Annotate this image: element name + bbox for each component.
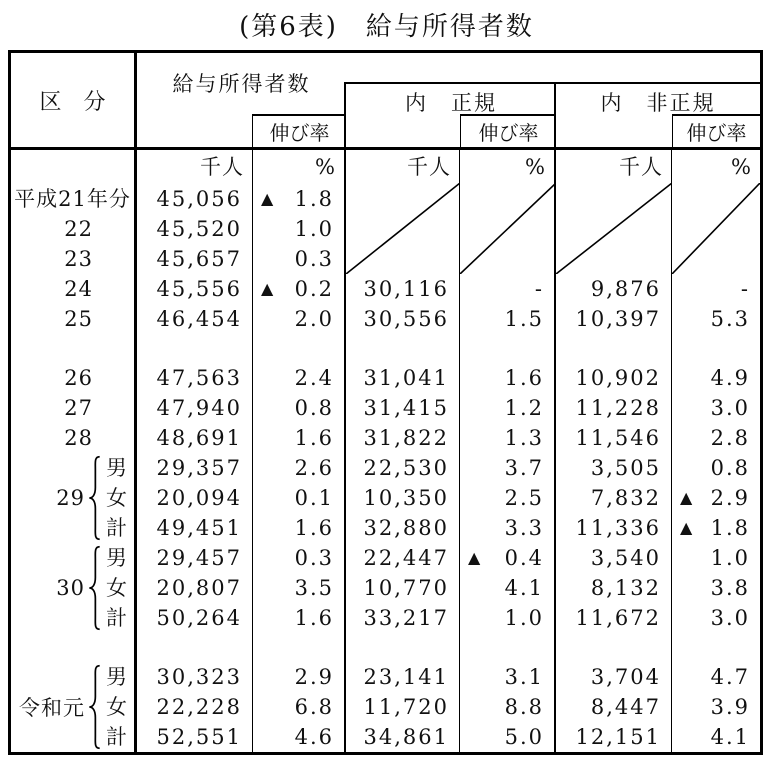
cell-nonregular — [556, 184, 672, 214]
table-header — [11, 53, 760, 150]
header-growth-regular: 伸び率 — [460, 114, 556, 147]
cell-total — [137, 692, 253, 722]
cell-total — [137, 573, 253, 603]
cell-value: 23,141 — [363, 665, 449, 689]
cell-value: 2.9 — [710, 486, 750, 510]
cell-value: 12,151 — [575, 725, 661, 749]
cell-value: 31,041 — [363, 366, 449, 390]
cell-value: 1.8 — [710, 516, 750, 540]
cell-regular-growth — [460, 453, 556, 483]
negative-triangle-icon: ▲ — [468, 548, 481, 567]
spacer-cell — [253, 334, 346, 363]
row-label-cell — [11, 244, 137, 274]
cell-nonregular — [556, 423, 672, 453]
row-label-cell — [11, 274, 137, 304]
cell-nonregular — [556, 603, 672, 633]
cell-total-growth — [253, 662, 346, 692]
cell-nonregular-growth — [672, 150, 760, 184]
header-growth-nonregular: 伸び率 — [672, 114, 760, 147]
cell-total — [137, 662, 253, 692]
cell-value: 10,350 — [363, 486, 449, 510]
cell-value: 1.6 — [504, 366, 544, 390]
cell-nonregular — [556, 513, 672, 543]
cell-total-growth — [253, 214, 346, 244]
cell-regular — [346, 573, 460, 603]
header-group-regular: 内 正規 — [405, 91, 497, 115]
cell-nonregular-growth — [672, 483, 760, 513]
spacer-cell — [137, 334, 253, 363]
cell-value: 4.7 — [710, 665, 750, 689]
page-title: (第6表) 給与所得者数 — [239, 12, 534, 42]
cell-total-growth — [253, 244, 346, 274]
cell-value: 3.1 — [504, 665, 544, 689]
cell-regular — [346, 453, 460, 483]
cell-regular-growth — [460, 543, 556, 573]
cell-regular-growth — [460, 184, 556, 214]
cell-value: 2.4 — [294, 366, 334, 390]
cell-value: 11,228 — [575, 396, 661, 420]
cell-value: 2.9 — [294, 665, 334, 689]
negative-triangle-icon: ▲ — [680, 518, 693, 537]
cell-value: 1.0 — [294, 217, 334, 241]
cell-value: 48,691 — [156, 426, 242, 450]
cell-nonregular — [556, 363, 672, 393]
cell-value: 1.2 — [504, 396, 544, 420]
cell-regular-growth — [460, 483, 556, 513]
spacer-cell — [556, 334, 672, 363]
row-member-label: 計 — [106, 606, 127, 630]
cell-value: 3.9 — [710, 695, 750, 719]
cell-regular — [346, 543, 460, 573]
row-member-label: 計 — [106, 516, 127, 540]
cell-total — [137, 603, 253, 633]
spacer-cell — [11, 633, 137, 662]
cell-regular-growth — [460, 423, 556, 453]
cell-total — [137, 363, 253, 393]
row-label-cell — [11, 363, 137, 393]
cell-total-growth — [253, 483, 346, 513]
cell-regular — [346, 244, 460, 274]
cell-nonregular-growth — [672, 274, 760, 304]
row-year-label: 26 — [64, 366, 93, 390]
cell-value: 30,323 — [156, 665, 242, 689]
cell-nonregular — [556, 214, 672, 244]
cell-nonregular-growth — [672, 363, 760, 393]
spacer-cell — [672, 334, 760, 363]
spacer-cell — [460, 334, 556, 363]
cell-value: 1.6 — [294, 516, 334, 540]
cell-nonregular — [556, 274, 672, 304]
row-member-label: 計 — [106, 725, 127, 749]
cell-nonregular-growth — [672, 214, 760, 244]
row-year-label: 25 — [64, 307, 93, 331]
cell-nonregular-growth — [672, 573, 760, 603]
cell-value: 8.8 — [504, 695, 544, 719]
row-label-cell — [11, 483, 137, 513]
cell-value: 10,397 — [575, 307, 661, 331]
row-year-label: 平成21年分 — [14, 187, 131, 211]
row-member-label: 男 — [106, 546, 127, 570]
table-row — [11, 573, 760, 603]
table-row — [11, 184, 760, 214]
cell-value: 3,704 — [590, 665, 661, 689]
cell-nonregular-growth — [672, 184, 760, 214]
group-year-label: 令和元 — [19, 696, 85, 720]
cell-regular — [346, 662, 460, 692]
cell-value: 4.1 — [710, 725, 750, 749]
row-label-cell — [11, 214, 137, 244]
header-growth-total: 伸び率 — [252, 114, 346, 147]
cell-regular — [346, 722, 460, 752]
cell-nonregular — [556, 483, 672, 513]
table-row — [11, 214, 760, 244]
cell-regular-growth — [460, 662, 556, 692]
row-label-cell — [11, 184, 137, 214]
cell-regular-growth — [460, 692, 556, 722]
cell-value: 30,556 — [363, 307, 449, 331]
table-row — [11, 722, 760, 752]
cell-nonregular-growth — [672, 662, 760, 692]
cell-value: 0.1 — [294, 486, 334, 510]
negative-triangle-icon: ▲ — [261, 189, 274, 208]
cell-nonregular-growth — [672, 453, 760, 483]
cell-regular-growth — [460, 573, 556, 603]
cell-value: 1.6 — [294, 606, 334, 630]
cell-value: 29,357 — [156, 456, 242, 480]
cell-regular-growth — [460, 603, 556, 633]
row-label-cell — [11, 453, 137, 483]
cell-nonregular-growth — [672, 393, 760, 423]
row-year-label: 27 — [64, 396, 93, 420]
cell-regular — [346, 304, 460, 334]
cell-value: 22,228 — [156, 695, 242, 719]
table-row — [11, 244, 760, 274]
cell-value: 5.0 — [504, 725, 544, 749]
cell-nonregular — [556, 692, 672, 722]
cell-nonregular-growth — [672, 722, 760, 752]
row-label-cell — [11, 692, 137, 722]
row-year-label: 28 — [64, 426, 93, 450]
cell-regular-growth — [460, 722, 556, 752]
cell-total-growth — [253, 603, 346, 633]
cell-nonregular — [556, 393, 672, 423]
cell-total-growth — [253, 363, 346, 393]
cell-nonregular-growth — [672, 513, 760, 543]
unit-label: 千人 — [200, 155, 244, 179]
cell-regular — [346, 150, 460, 184]
cell-nonregular — [556, 662, 672, 692]
cell-regular — [346, 513, 460, 543]
cell-value: 2.0 — [294, 307, 334, 331]
cell-regular-growth — [460, 513, 556, 543]
cell-regular — [346, 214, 460, 244]
cell-regular — [346, 274, 460, 304]
cell-total — [137, 244, 253, 274]
cell-nonregular — [556, 573, 672, 603]
unit-label: % — [315, 155, 336, 179]
cell-value: 47,940 — [156, 396, 242, 420]
table-row — [11, 274, 760, 304]
cell-regular-growth — [460, 244, 556, 274]
cell-nonregular-growth — [672, 304, 760, 334]
group-year-label: 29 — [56, 486, 85, 510]
unit-label: % — [525, 155, 546, 179]
cell-nonregular-growth — [672, 423, 760, 453]
cell-total-growth — [253, 184, 346, 214]
table-row — [11, 603, 760, 633]
cell-value: 3.8 — [710, 576, 750, 600]
cell-regular-growth — [460, 363, 556, 393]
row-year-label: 24 — [64, 277, 93, 301]
cell-regular-growth — [460, 274, 556, 304]
row-member-label: 男 — [106, 665, 127, 689]
cell-value: 10,770 — [363, 576, 449, 600]
salary-earners-table — [8, 50, 763, 755]
header-group-nonregular-box — [554, 82, 760, 147]
cell-regular — [346, 393, 460, 423]
cell-value: 8,447 — [590, 695, 661, 719]
cell-regular — [346, 692, 460, 722]
cell-value: 11,546 — [575, 426, 661, 450]
cell-total — [137, 150, 253, 184]
spacer-row — [11, 633, 760, 662]
cell-regular-growth — [460, 214, 556, 244]
cell-value: 0.8 — [294, 396, 334, 420]
cell-value: 1.5 — [504, 307, 544, 331]
table-row — [11, 393, 760, 423]
negative-triangle-icon: ▲ — [261, 279, 274, 298]
unit-label: 千人 — [619, 155, 663, 179]
cell-total — [137, 453, 253, 483]
cell-total-growth — [253, 393, 346, 423]
row-member-label: 女 — [106, 576, 127, 600]
cell-regular-growth — [460, 150, 556, 184]
header-group-nonregular: 内 非正規 — [600, 91, 716, 115]
cell-value: 1.6 — [294, 426, 334, 450]
negative-triangle-icon: ▲ — [680, 488, 693, 507]
table-row — [11, 543, 760, 573]
cell-value: 32,880 — [363, 516, 449, 540]
cell-value: 6.8 — [294, 695, 334, 719]
row-member-label: 女 — [106, 486, 127, 510]
group-year-label: 30 — [56, 576, 85, 600]
cell-value: 4.6 — [294, 725, 334, 749]
cell-value: 31,415 — [363, 396, 449, 420]
cell-nonregular — [556, 304, 672, 334]
header-group-regular-box — [344, 82, 556, 147]
cell-value: 2.5 — [504, 486, 544, 510]
cell-value: - — [740, 277, 750, 301]
cell-regular — [346, 483, 460, 513]
cell-value: 3,540 — [590, 546, 661, 570]
cell-total — [137, 304, 253, 334]
cell-total — [137, 722, 253, 752]
cell-value: - — [534, 277, 544, 301]
cell-total-growth — [253, 692, 346, 722]
cell-value: 3.7 — [504, 456, 544, 480]
spacer-cell — [460, 633, 556, 662]
cell-value: 1.3 — [504, 426, 544, 450]
row-label-cell — [11, 603, 137, 633]
cell-value: 49,451 — [156, 516, 242, 540]
table-row — [11, 453, 760, 483]
cell-total — [137, 274, 253, 304]
cell-value: 20,094 — [156, 486, 242, 510]
row-label-cell — [11, 423, 137, 453]
cell-value: 0.4 — [504, 546, 544, 570]
cell-value: 45,556 — [156, 277, 242, 301]
cell-nonregular — [556, 453, 672, 483]
cell-total-growth — [253, 150, 346, 184]
cell-total-growth — [253, 274, 346, 304]
table-row — [11, 304, 760, 334]
cell-value: 0.3 — [294, 247, 334, 271]
cell-value: 0.8 — [710, 456, 750, 480]
cell-nonregular-growth — [672, 603, 760, 633]
table-row — [11, 150, 760, 184]
cell-value: 34,861 — [363, 725, 449, 749]
cell-nonregular — [556, 722, 672, 752]
row-label-cell — [11, 513, 137, 543]
cell-total-growth — [253, 423, 346, 453]
spacer-cell — [137, 633, 253, 662]
cell-total-growth — [253, 453, 346, 483]
table-body — [11, 150, 760, 752]
cell-nonregular-growth — [672, 543, 760, 573]
cell-value: 46,454 — [156, 307, 242, 331]
cell-value: 30,116 — [363, 277, 449, 301]
cell-total — [137, 483, 253, 513]
header-group-total: 給与所得者数 — [172, 72, 311, 96]
unit-label: % — [731, 155, 752, 179]
cell-value: 45,520 — [156, 217, 242, 241]
cell-value: 3.0 — [710, 396, 750, 420]
header-category: 区 分 — [11, 53, 137, 147]
cell-regular-growth — [460, 393, 556, 423]
cell-total — [137, 393, 253, 423]
cell-value: 0.2 — [294, 277, 334, 301]
cell-nonregular — [556, 150, 672, 184]
cell-value: 3,505 — [590, 456, 661, 480]
cell-value: 45,657 — [156, 247, 242, 271]
cell-regular-growth — [460, 304, 556, 334]
cell-value: 31,822 — [363, 426, 449, 450]
row-label-cell — [11, 543, 137, 573]
cell-value: 2.8 — [710, 426, 750, 450]
table-row — [11, 692, 760, 722]
cell-total — [137, 543, 253, 573]
cell-value: 1.0 — [504, 606, 544, 630]
table-row — [11, 513, 760, 543]
cell-total-growth — [253, 722, 346, 752]
table-row — [11, 363, 760, 393]
cell-value: 33,217 — [363, 606, 449, 630]
cell-value: 2.6 — [294, 456, 334, 480]
cell-value: 50,264 — [156, 606, 242, 630]
cell-total-growth — [253, 543, 346, 573]
cell-value: 3.3 — [504, 516, 544, 540]
cell-value: 10,902 — [575, 366, 661, 390]
cell-value: 4.9 — [710, 366, 750, 390]
row-member-label: 男 — [106, 456, 127, 480]
cell-total-growth — [253, 304, 346, 334]
spacer-cell — [346, 633, 460, 662]
cell-nonregular-growth — [672, 244, 760, 274]
spacer-cell — [253, 633, 346, 662]
unit-label: 千人 — [407, 155, 451, 179]
row-label-cell — [11, 150, 137, 184]
cell-value: 9,876 — [590, 277, 661, 301]
cell-regular — [346, 184, 460, 214]
cell-total — [137, 423, 253, 453]
cell-value: 5.3 — [710, 307, 750, 331]
cell-regular — [346, 363, 460, 393]
cell-total — [137, 214, 253, 244]
row-label-cell — [11, 662, 137, 692]
spacer-cell — [556, 633, 672, 662]
cell-value: 4.1 — [504, 576, 544, 600]
cell-total — [137, 513, 253, 543]
cell-value: 47,563 — [156, 366, 242, 390]
cell-value: 1.0 — [710, 546, 750, 570]
spacer-cell — [346, 334, 460, 363]
cell-total — [137, 184, 253, 214]
cell-nonregular — [556, 244, 672, 274]
cell-value: 22,530 — [363, 456, 449, 480]
cell-value: 1.8 — [294, 187, 334, 211]
table-row — [11, 483, 760, 513]
cell-value: 22,447 — [363, 546, 449, 570]
row-label-cell — [11, 722, 137, 752]
cell-value: 52,551 — [156, 725, 242, 749]
spacer-cell — [11, 334, 137, 363]
cell-value: 3.0 — [710, 606, 750, 630]
cell-total-growth — [253, 573, 346, 603]
spacer-row — [11, 334, 760, 363]
cell-value: 20,807 — [156, 576, 242, 600]
cell-nonregular — [556, 543, 672, 573]
cell-regular — [346, 603, 460, 633]
table-row — [11, 423, 760, 453]
cell-value: 3.5 — [294, 576, 334, 600]
cell-total-growth — [253, 513, 346, 543]
row-member-label: 女 — [106, 695, 127, 719]
cell-value: 0.3 — [294, 546, 334, 570]
row-label-cell — [11, 393, 137, 423]
cell-value: 29,457 — [156, 546, 242, 570]
row-label-cell — [11, 304, 137, 334]
cell-value: 11,720 — [363, 695, 449, 719]
cell-value: 7,832 — [590, 486, 661, 510]
spacer-cell — [672, 633, 760, 662]
cell-nonregular-growth — [672, 692, 760, 722]
row-year-label: 22 — [64, 217, 93, 241]
cell-regular — [346, 423, 460, 453]
table-row — [11, 662, 760, 692]
cell-value: 45,056 — [156, 187, 242, 211]
cell-value: 11,672 — [575, 606, 661, 630]
row-label-cell — [11, 573, 137, 603]
cell-value: 8,132 — [590, 576, 661, 600]
row-year-label: 23 — [64, 247, 93, 271]
cell-value: 11,336 — [575, 516, 661, 540]
